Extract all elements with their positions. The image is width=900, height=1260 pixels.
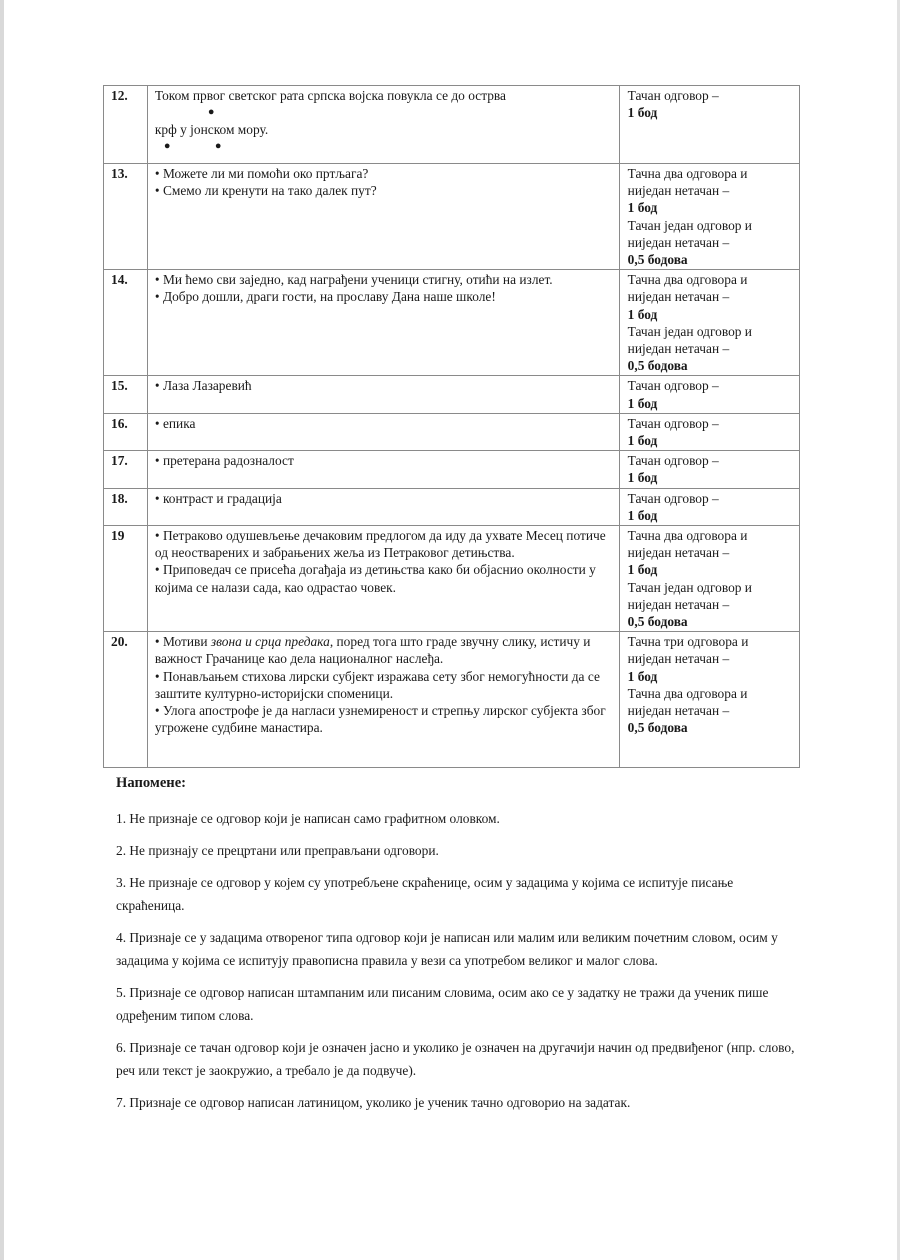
answer-cell bbox=[147, 164, 619, 270]
scoring-points: 0,5 бодова bbox=[627, 614, 688, 630]
table-row bbox=[104, 164, 800, 270]
question-number: 12. bbox=[104, 86, 148, 164]
answer-line: крф у јонском мору. bbox=[154, 122, 269, 138]
scoring-criterion: Тачан одговор – bbox=[627, 453, 719, 469]
answer-line: • Петраково одушевљење дечаковим предлогом да иду да ухвате Месец потиче од неостварених и забрањених жеља из Петраковог детињства. bbox=[154, 528, 606, 561]
answer-line: • Улога апострофе је да нагласи узнемиреност и стрепњу лирског субјекта због угрожене судбине манастира. bbox=[154, 703, 606, 736]
scoring-points: 1 бод bbox=[627, 105, 658, 121]
table-row bbox=[104, 376, 800, 413]
answer-line: • Понављањем стихова лирски субјект изражава сету због немогућности да се заштите културно-историјски споменици. bbox=[154, 668, 600, 701]
question-number: 14. bbox=[104, 270, 148, 376]
question-number: 18. bbox=[104, 488, 148, 525]
marker-row bbox=[155, 104, 613, 121]
scoring-cell bbox=[619, 488, 799, 525]
answer-line: • Ми ћемо сви заједно, кад награђени ученици стигну, отићи на излет. bbox=[154, 272, 553, 288]
scoring-criterion: Тачан одговор – bbox=[627, 415, 719, 431]
question-number: 15. bbox=[104, 376, 148, 413]
answer-line: • епика bbox=[154, 415, 196, 431]
question-number: 17. bbox=[104, 451, 148, 488]
answer-cell bbox=[147, 451, 619, 488]
note-item: 1. Не признаје се одговор који је написан само графитном оловком. bbox=[116, 811, 500, 826]
answer-line: • претерана радозналост bbox=[154, 453, 294, 469]
error-marker-dot: ● bbox=[207, 106, 215, 119]
scoring-points: 1 бод bbox=[627, 562, 658, 578]
scoring-points: 1 бод bbox=[627, 668, 658, 684]
answer-text: , поред тога што граде звучну слику, истичу и важност Грачанице као дела националног наслеђа. bbox=[154, 634, 591, 667]
answer-cell bbox=[147, 632, 619, 768]
scoring-points: 1 бод bbox=[627, 507, 658, 523]
note-item: 4. Признаје се у задацима отвореног типа одговор који је написан или малим или великим почетним словом, осим у задацима у којима се испитују правописна правила у вези са употребом великог и малог слова. bbox=[116, 930, 778, 968]
marker-row bbox=[155, 138, 613, 155]
note-item: 3. Не признаје се одговор у којем су употребљене скраћенице, осим у задацима у којима се испитује писање скраћеница. bbox=[116, 875, 734, 913]
answer-line: • Смемо ли кренути на тако далек пут? bbox=[154, 183, 377, 199]
scoring-cell bbox=[619, 376, 799, 413]
notes-section bbox=[116, 775, 796, 1123]
scoring-criterion: Тачан одговор – bbox=[627, 88, 719, 103]
scoring-points: 0,5 бодова bbox=[627, 358, 688, 374]
scoring-criterion: Тачна два одговора и ниједан нетачан – bbox=[627, 272, 748, 305]
scoring-criterion: Тачна два одговора и ниједан нетачан – bbox=[627, 166, 748, 199]
answer-text: • Мотиви bbox=[154, 634, 211, 650]
scoring-cell bbox=[619, 526, 799, 632]
scoring-criterion: Тачан одговор – bbox=[627, 378, 719, 394]
question-number: 20. bbox=[104, 632, 148, 768]
answer-cell bbox=[147, 413, 619, 450]
scoring-cell bbox=[619, 451, 799, 488]
italic-motif-text: звона и срца предака bbox=[210, 634, 330, 650]
error-marker-dot: ● bbox=[214, 140, 222, 153]
table-row bbox=[104, 413, 800, 450]
answer-cell bbox=[147, 488, 619, 525]
note-item: 5. Признаје се одговор написан штампаним или писаним словима, осим ако се у задатку не тражи да ученик пише одређеним типом слова. bbox=[116, 985, 769, 1023]
answer-line: • Можете ли ми помоћи око пртљага? bbox=[154, 166, 369, 181]
scoring-points: 0,5 бодова bbox=[627, 720, 688, 736]
answer-key-table bbox=[103, 85, 800, 768]
question-number: 19 bbox=[104, 526, 148, 632]
scoring-cell bbox=[619, 270, 799, 376]
answer-cell bbox=[147, 526, 619, 632]
scoring-cell bbox=[619, 86, 799, 164]
scoring-cell bbox=[619, 632, 799, 768]
scoring-criterion: Тачна два одговора и ниједан нетачан – bbox=[627, 528, 748, 561]
note-item: 6. Признаје се тачан одговор који је означен јасно и уколико је означен на другачији начин од предвиђеног (нпр. слово, реч или текст је заокружио, а требало је да подвуче). bbox=[116, 1040, 795, 1078]
answer-line bbox=[155, 633, 613, 667]
scoring-criterion: Тачан један одговор и ниједан нетачан – bbox=[627, 217, 752, 250]
answer-line: • Приповедач се присећа догађаја из детињства како би објаснио околности у којима се налази сада, као одрастао човек. bbox=[154, 562, 596, 595]
question-number: 13. bbox=[104, 164, 148, 270]
answer-line: • Лаза Лазаревић bbox=[154, 378, 252, 394]
answer-cell bbox=[147, 376, 619, 413]
answer-cell bbox=[147, 270, 619, 376]
table-row bbox=[104, 526, 800, 632]
scoring-points: 1 бод bbox=[627, 395, 658, 411]
scoring-criterion: Тачна три одговора и ниједан нетачан – bbox=[627, 634, 749, 667]
scoring-points: 1 бод bbox=[627, 306, 658, 322]
note-item: 2. Не признају се прецртани или преправљани одговори. bbox=[116, 843, 439, 858]
scoring-points: 0,5 бодова bbox=[627, 252, 688, 268]
scoring-points: 1 бод bbox=[627, 200, 658, 216]
scoring-criterion: Тачан један одговор и ниједан нетачан – bbox=[627, 323, 752, 357]
table-row bbox=[104, 488, 800, 525]
notes-heading: Напомене: bbox=[116, 775, 187, 791]
scoring-cell bbox=[619, 164, 799, 270]
error-marker-dot: ● bbox=[163, 140, 171, 153]
question-number: 16. bbox=[104, 413, 148, 450]
answer-cell bbox=[147, 86, 619, 164]
scoring-cell bbox=[619, 413, 799, 450]
scoring-criterion: Тачан један одговор и ниједан нетачан – bbox=[627, 579, 752, 612]
table-row bbox=[104, 632, 800, 768]
table-row bbox=[104, 86, 800, 164]
scoring-criterion: Тачна два одговора и ниједан нетачан – bbox=[627, 685, 748, 719]
table-row bbox=[104, 270, 800, 376]
answer-line: Током првог светског рата српска војска повукла се до острва bbox=[154, 88, 506, 103]
answer-line: • контраст и градација bbox=[154, 490, 282, 506]
scoring-points: 1 бод bbox=[627, 433, 658, 449]
answer-line: • Добро дошли, драги гости, на прославу Дана наше школе! bbox=[154, 289, 496, 305]
table-row bbox=[104, 451, 800, 488]
scoring-criterion: Тачан одговор – bbox=[627, 490, 719, 506]
scoring-points: 1 бод bbox=[627, 470, 658, 486]
note-item: 7. Признаје се одговор написан латиницом, уколико је ученик тачно одговорио на задатак. bbox=[116, 1095, 631, 1110]
